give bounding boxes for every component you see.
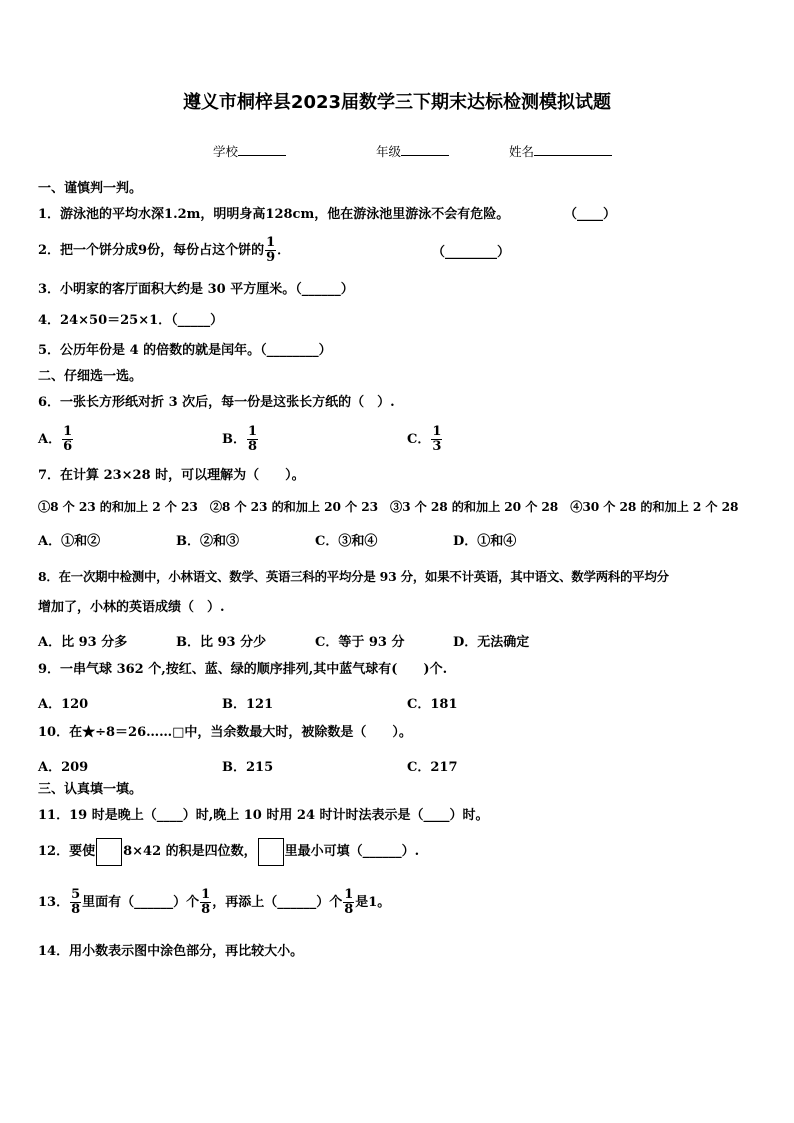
question-1-answer: （____） (564, 207, 617, 222)
option-a: A．120 (38, 697, 89, 712)
denominator: 9 (266, 250, 276, 265)
question-12-text: 8×42 的积是四位数， (123, 844, 257, 859)
school-label: 学校 (213, 144, 239, 159)
school-blank (238, 143, 286, 156)
option-c: C．217 (407, 760, 458, 775)
question-3: 3．小明家的客厅面积大约是 30 平方厘米。（______） (38, 282, 354, 297)
option-label: C． (407, 432, 431, 447)
question-8-line-1: 8．在一次期中检测中，小林语文、数学、英语三科的平均分是 93 分，如果不计英语，其中语文、数学两科的平均分 (38, 569, 669, 584)
denominator: 8 (201, 902, 211, 917)
question-5: 5．公历年份是 4 的倍数的就是闰年。（________） (38, 343, 332, 358)
option-c: C．181 (407, 697, 458, 712)
question-12-text: 12．要使 (38, 844, 96, 859)
option-b: B．比 93 分少 (176, 635, 267, 650)
denominator: 8 (71, 902, 81, 917)
question-7-statements: ①8 个 23 的和加上 2 个 23 ②8 个 23 的和加上 20 个 23 ③3 个 28 的和加上 20 个 28 ④30 个 28 的和加上 2 个 28 (38, 500, 739, 514)
numerator: 1 (201, 887, 211, 902)
digit-box (258, 838, 284, 866)
option-c (407, 425, 443, 454)
grade-label: 年级 (376, 144, 402, 159)
digit-box (96, 838, 122, 866)
numerator: 1 (266, 235, 276, 250)
question-11: 11．19 时是晚上（____）时,晚上 10 时用 24 时计时法表示是（____）时。 (38, 808, 489, 823)
fraction (343, 888, 354, 917)
section-heading: 三、认真填一填。 (38, 782, 143, 797)
option-label: A． (38, 432, 62, 447)
option-b: B．121 (222, 697, 274, 712)
numerator: 1 (432, 424, 442, 439)
name-label: 姓名 (509, 144, 535, 159)
option-a (38, 425, 74, 454)
fraction (62, 425, 73, 454)
option-d: D．无法确定 (453, 635, 530, 650)
denominator: 8 (344, 902, 354, 917)
question-12 (38, 837, 419, 867)
section-heading: 二、仔细选一选。 (38, 369, 143, 384)
option-label: B． (222, 432, 246, 447)
question-13-text: 13． (38, 895, 70, 910)
section-heading: 一、谨慎判一判。 (38, 181, 143, 196)
denominator: 3 (432, 439, 442, 454)
question-2 (38, 236, 290, 265)
question-2-end: ． (277, 243, 291, 258)
question-1: 1．游泳池的平均水深1.2m，明明身高128cm，他在游泳池里游泳不会有危险。 (38, 207, 510, 222)
question-13-text: 里面有（______）个 (82, 895, 200, 910)
option-c: C．等于 93 分 (315, 635, 405, 650)
numerator: 5 (71, 887, 81, 902)
question-8-line-2: 增加了，小林的英语成绩（ ）. (38, 600, 225, 615)
option-d: D．①和④ (453, 534, 517, 549)
grade-field (376, 142, 449, 160)
question-9: 9．一串气球 362 个,按红、蓝、绿的顺序排列,其中蓝气球有( )个. (38, 662, 448, 677)
question-6: 6．一张长方形纸对折 3 次后，每一份是这张长方纸的（ ）. (38, 395, 395, 410)
question-7: 7．在计算 23×28 时，可以理解为（ ）。 (38, 468, 305, 483)
name-field (509, 142, 612, 160)
page-title: 遵义市桐梓县2023届数学三下期末达标检测模拟试题 (182, 92, 612, 113)
option-a: A．209 (38, 760, 89, 775)
fraction (247, 425, 258, 454)
question-12-text: 里最小可填（______）. (284, 844, 420, 859)
numerator: 1 (248, 424, 258, 439)
fraction (70, 888, 81, 917)
option-b: B．②和③ (176, 534, 239, 549)
option-b (222, 425, 259, 454)
question-13-text: ，再添上（______）个 (212, 895, 343, 910)
option-a: A．比 93 分多 (38, 635, 128, 650)
fraction (431, 425, 442, 454)
option-c: C．③和④ (315, 534, 378, 549)
option-b: B．215 (222, 760, 274, 775)
fraction (200, 888, 211, 917)
question-14: 14．用小数表示图中涂色部分，再比较大小。 (38, 944, 304, 959)
question-13-text: 是1。 (355, 895, 391, 910)
school-field (213, 142, 286, 160)
denominator: 6 (63, 439, 73, 454)
question-2-answer: （________） (432, 245, 511, 260)
question-13 (38, 886, 390, 920)
fraction (265, 236, 276, 265)
question-10: 10．在★÷8＝26……□中，当余数最大时，被除数是（ ）。 (38, 725, 412, 740)
numerator: 1 (63, 424, 73, 439)
numerator: 1 (344, 887, 354, 902)
name-blank (534, 143, 612, 156)
denominator: 8 (248, 439, 258, 454)
question-2-text: 2．把一个饼分成9份，每份占这个饼的 (38, 243, 265, 258)
grade-blank (401, 143, 449, 156)
option-a: A．①和② (38, 534, 101, 549)
question-4: 4．24×50＝25×1．（_____） (38, 313, 224, 328)
